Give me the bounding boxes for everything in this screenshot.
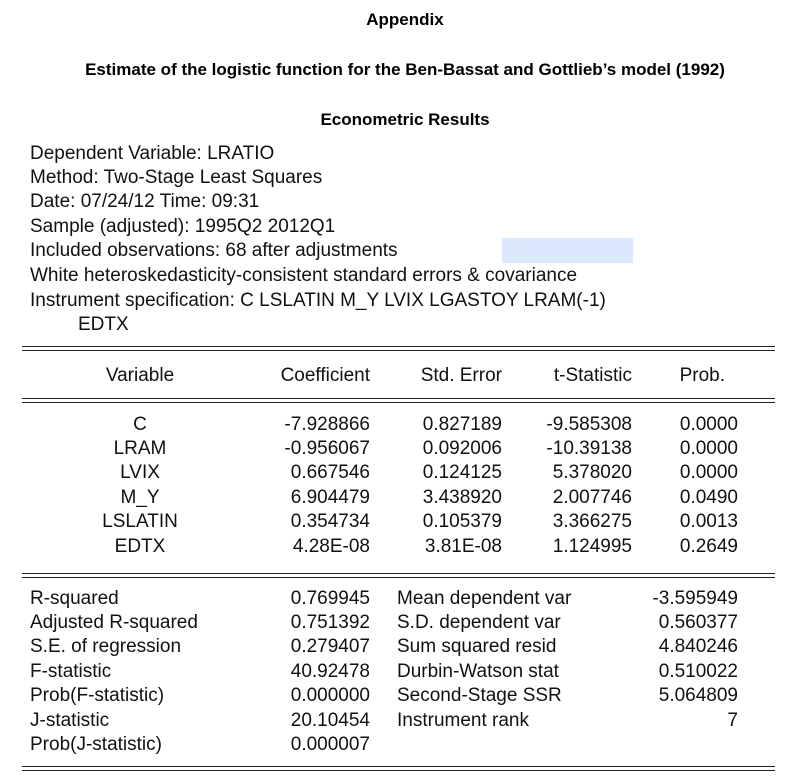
coef-t-statistic: 2.007746 (552, 487, 632, 508)
stat-value-right: -3.595949 (652, 588, 738, 609)
stat-value-left: 40.92478 (290, 661, 370, 682)
stat-label-left: J-statistic (30, 710, 110, 731)
coef-variable: EDTX (114, 536, 166, 557)
coef-coefficient: 6.904479 (290, 487, 370, 508)
coef-t-statistic: -9.585308 (546, 414, 632, 435)
stat-label-left: R-squared (30, 588, 119, 609)
header-std-error: Std. Error (420, 365, 502, 386)
instrument-line-continued: EDTX (78, 314, 129, 335)
coef-t-statistic: 1.124995 (552, 536, 632, 557)
table-bottom-rule (22, 766, 775, 767)
coef-std-error: 0.092006 (422, 438, 502, 459)
coef-coefficient: -7.928866 (284, 414, 370, 435)
stat-label-right: Sum squared resid (397, 636, 557, 657)
stat-label-left: Prob(F-statistic) (30, 685, 165, 706)
dependent-variable-line: Dependent Variable: LRATIO (30, 143, 275, 164)
stat-value-right: 4.840246 (658, 636, 738, 657)
coef-std-error: 3.438920 (422, 487, 502, 508)
coef-prob: 0.0000 (679, 438, 738, 459)
coef-std-error: 0.827189 (422, 414, 502, 435)
coef-t-statistic: -10.39138 (546, 438, 632, 459)
observations-line: Included observations: 68 after adjustments (30, 240, 398, 261)
stat-value-left: 0.279407 (290, 636, 370, 657)
method-line: Method: Two-Stage Least Squares (30, 167, 323, 188)
stat-value-right: 0.510022 (658, 661, 738, 682)
header-rule-2 (22, 402, 775, 403)
document-title: Estimate of the logistic function for the Ben-Bassat and Gottlieb’s model (1992) (85, 60, 725, 79)
coef-t-statistic: 5.378020 (552, 462, 632, 483)
coef-variable: LSLATIN (102, 511, 178, 532)
coef-variable: C (133, 414, 147, 435)
instrument-line: Instrument specification: C LSLATIN M_Y LVIX LGASTOY LRAM(-1) (30, 290, 606, 311)
header-t-statistic: t-Statistic (553, 365, 632, 386)
stat-value-right: 5.064809 (658, 685, 738, 706)
coef-std-error: 0.124125 (422, 462, 502, 483)
header-variable: Variable (105, 365, 175, 386)
appendix-heading: Appendix (366, 10, 444, 29)
table-top-rule (22, 346, 775, 347)
coef-prob: 0.0490 (679, 487, 738, 508)
stats-rule (22, 573, 775, 574)
coef-std-error: 0.105379 (422, 511, 502, 532)
coef-prob: 0.2649 (679, 536, 738, 557)
coef-coefficient: 0.354734 (290, 511, 370, 532)
coef-std-error: 3.81E-08 (424, 536, 502, 557)
stat-label-right: Instrument rank (397, 710, 529, 731)
stat-value-right: 7 (727, 710, 738, 731)
stat-label-right: Second-Stage SSR (397, 685, 562, 706)
stat-label-right: S.D. dependent var (397, 612, 561, 633)
coef-variable: LRAM (113, 438, 167, 459)
results-heading: Econometric Results (320, 110, 490, 129)
table-bottom-rule-2 (22, 770, 775, 771)
stat-value-right: 0.560377 (658, 612, 738, 633)
coef-coefficient: 0.667546 (290, 462, 370, 483)
stat-label-right: Durbin-Watson stat (397, 661, 559, 682)
header-coefficient: Coefficient (280, 365, 370, 386)
stat-label-right: Mean dependent var (397, 588, 572, 609)
stat-label-left: Adjusted R-squared (30, 612, 198, 633)
table-top-rule-2 (22, 350, 775, 351)
coef-coefficient: -0.956067 (284, 438, 370, 459)
coef-coefficient: 4.28E-08 (292, 536, 370, 557)
date-line: Date: 07/24/12 Time: 09:31 (30, 191, 260, 212)
header-rule (22, 398, 775, 399)
coef-prob: 0.0000 (679, 462, 738, 483)
stats-rule-2 (22, 577, 775, 578)
stat-value-left: 20.10454 (290, 710, 370, 731)
coef-variable: M_Y (120, 487, 160, 508)
stat-value-left: 0.000000 (290, 685, 370, 706)
stat-label-left: Prob(J-statistic) (30, 734, 162, 755)
stat-label-left: F-statistic (30, 661, 112, 682)
stat-value-left: 0.769945 (290, 588, 370, 609)
coef-prob: 0.0000 (679, 414, 738, 435)
stat-value-left: 0.751392 (290, 612, 370, 633)
selection-highlight (502, 238, 633, 263)
covariance-line: White heteroskedasticity-consistent standard errors & covariance (30, 265, 578, 286)
stat-value-left: 0.000007 (290, 734, 370, 755)
header-prob: Prob. (679, 365, 725, 386)
stat-label-left: S.E. of regression (30, 636, 182, 657)
coef-prob: 0.0013 (679, 511, 738, 532)
sample-line: Sample (adjusted): 1995Q2 2012Q1 (30, 216, 336, 237)
coef-variable: LVIX (120, 462, 160, 483)
coef-t-statistic: 3.366275 (552, 511, 632, 532)
